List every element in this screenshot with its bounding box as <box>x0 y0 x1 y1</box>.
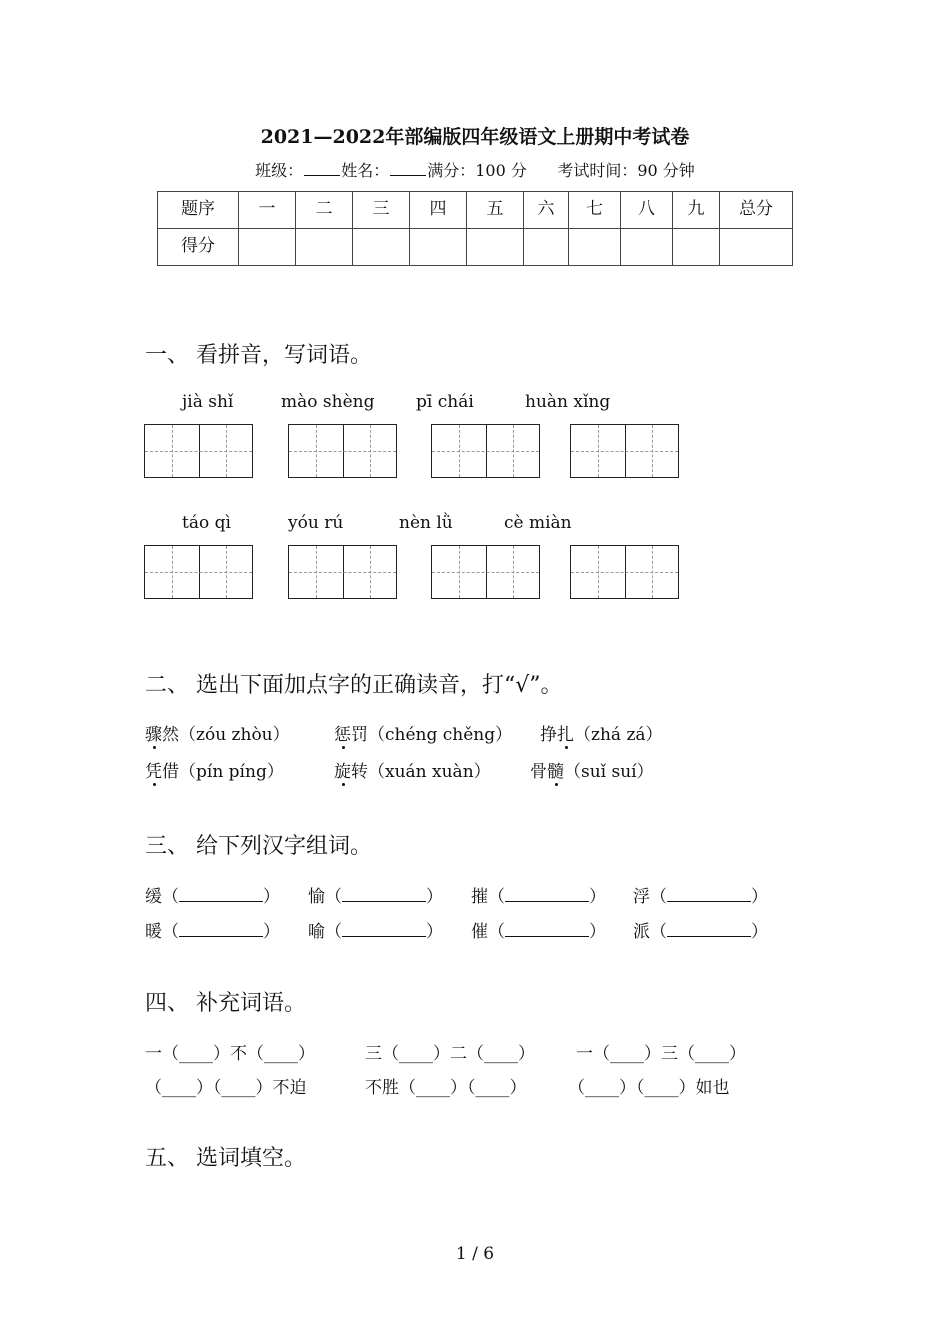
table-cell: 四 <box>410 192 467 229</box>
section-4-heading: 四、 补充词语。 <box>145 991 306 1016</box>
writing-grid[interactable] <box>288 424 397 478</box>
word-blank-item[interactable]: 缓（ ） <box>145 887 280 907</box>
score-cell[interactable] <box>353 229 410 266</box>
exam-time: 考试时间：90 分钟 <box>557 161 695 180</box>
full-score: 满分：100 分 <box>427 161 527 180</box>
pinyin-label: cè miàn <box>504 513 572 533</box>
score-cell[interactable] <box>673 229 720 266</box>
reading-choice[interactable]: 旋转（xuán xuàn） <box>334 757 491 782</box>
class-blank <box>304 161 340 176</box>
table-cell: 总分 <box>720 192 793 229</box>
section-1-heading: 一、 看拼音，写词语。 <box>145 343 372 368</box>
pinyin-label: mào shèng <box>281 392 375 412</box>
writing-grid[interactable] <box>144 424 253 478</box>
word-blank-item[interactable]: 暖（ ） <box>145 922 280 942</box>
word-blank-item[interactable]: 愉（ ） <box>308 887 443 907</box>
idiom-blank-item[interactable]: 不胜（____）（____） <box>365 1078 527 1098</box>
word-blank-item[interactable]: 催（ ） <box>471 922 606 942</box>
reading-choice[interactable]: 凭借（pín píng） <box>145 757 284 782</box>
writing-grid[interactable] <box>288 545 397 599</box>
word-blank-item[interactable]: 摧（ ） <box>471 887 606 907</box>
writing-grid[interactable] <box>431 545 540 599</box>
section-5-heading: 五、 选词填空。 <box>145 1146 306 1171</box>
writing-grid[interactable] <box>431 424 540 478</box>
score-cell[interactable] <box>296 229 353 266</box>
score-cell[interactable] <box>410 229 467 266</box>
score-cell[interactable] <box>239 229 296 266</box>
idiom-blank-item[interactable]: 三（____）二（____） <box>365 1044 535 1064</box>
reading-choice[interactable]: 骤然（zóu zhòu） <box>145 720 290 745</box>
pinyin-label: pī chái <box>416 392 474 412</box>
writing-grid[interactable] <box>570 545 679 599</box>
pinyin-label: nèn lǜ <box>399 513 453 533</box>
section-3-heading: 三、 给下列汉字组词。 <box>145 834 372 859</box>
page-title: 2021—2022年部编版四年级语文上册期中考试卷 <box>260 126 690 148</box>
exam-info <box>0 158 950 181</box>
reading-choice[interactable]: 惩罚（chéng chěng） <box>334 720 512 745</box>
class-label: 班级： <box>255 161 304 180</box>
name-blank <box>390 161 426 176</box>
word-blank-item[interactable]: 派（ ） <box>633 922 768 942</box>
word-blank-item[interactable]: 喻（ ） <box>308 922 443 942</box>
score-table <box>157 191 793 266</box>
table-cell: 九 <box>673 192 720 229</box>
reading-choice[interactable]: 挣扎（zhá zá） <box>540 720 663 745</box>
score-cell[interactable] <box>621 229 673 266</box>
table-cell: 三 <box>353 192 410 229</box>
pinyin-label: huàn xǐng <box>525 392 611 412</box>
pinyin-label: yóu rú <box>288 513 344 533</box>
table-cell: 六 <box>524 192 569 229</box>
table-cell: 题序 <box>158 192 239 229</box>
writing-grid[interactable] <box>144 545 253 599</box>
table-cell: 八 <box>621 192 673 229</box>
pinyin-label: jià shǐ <box>182 392 234 412</box>
score-cell[interactable] <box>524 229 569 266</box>
reading-choice[interactable]: 骨髓（suǐ suí） <box>530 757 654 782</box>
score-cell[interactable] <box>569 229 621 266</box>
table-cell: 二 <box>296 192 353 229</box>
name-label: 姓名： <box>341 161 390 180</box>
score-table-score-row <box>158 229 793 266</box>
section-2-heading: 二、 选出下面加点字的正确读音，打“√”。 <box>145 673 563 698</box>
score-table-header-row <box>158 192 793 229</box>
table-cell: 一 <box>239 192 296 229</box>
table-cell: 五 <box>467 192 524 229</box>
idiom-blank-item[interactable]: （____）（____）如也 <box>568 1078 730 1098</box>
table-cell: 七 <box>569 192 621 229</box>
idiom-blank-item[interactable]: （____）（____）不迫 <box>145 1078 307 1098</box>
pinyin-label: táo qì <box>182 513 231 533</box>
word-blank-item[interactable]: 浮（ ） <box>633 887 768 907</box>
idiom-blank-item[interactable]: 一（____）不（____） <box>145 1044 315 1064</box>
table-cell: 得分 <box>158 229 239 266</box>
score-cell[interactable] <box>720 229 793 266</box>
page-number: 1 / 6 <box>455 1244 495 1264</box>
writing-grid[interactable] <box>570 424 679 478</box>
idiom-blank-item[interactable]: 一（____）三（____） <box>576 1044 746 1064</box>
score-cell[interactable] <box>467 229 524 266</box>
